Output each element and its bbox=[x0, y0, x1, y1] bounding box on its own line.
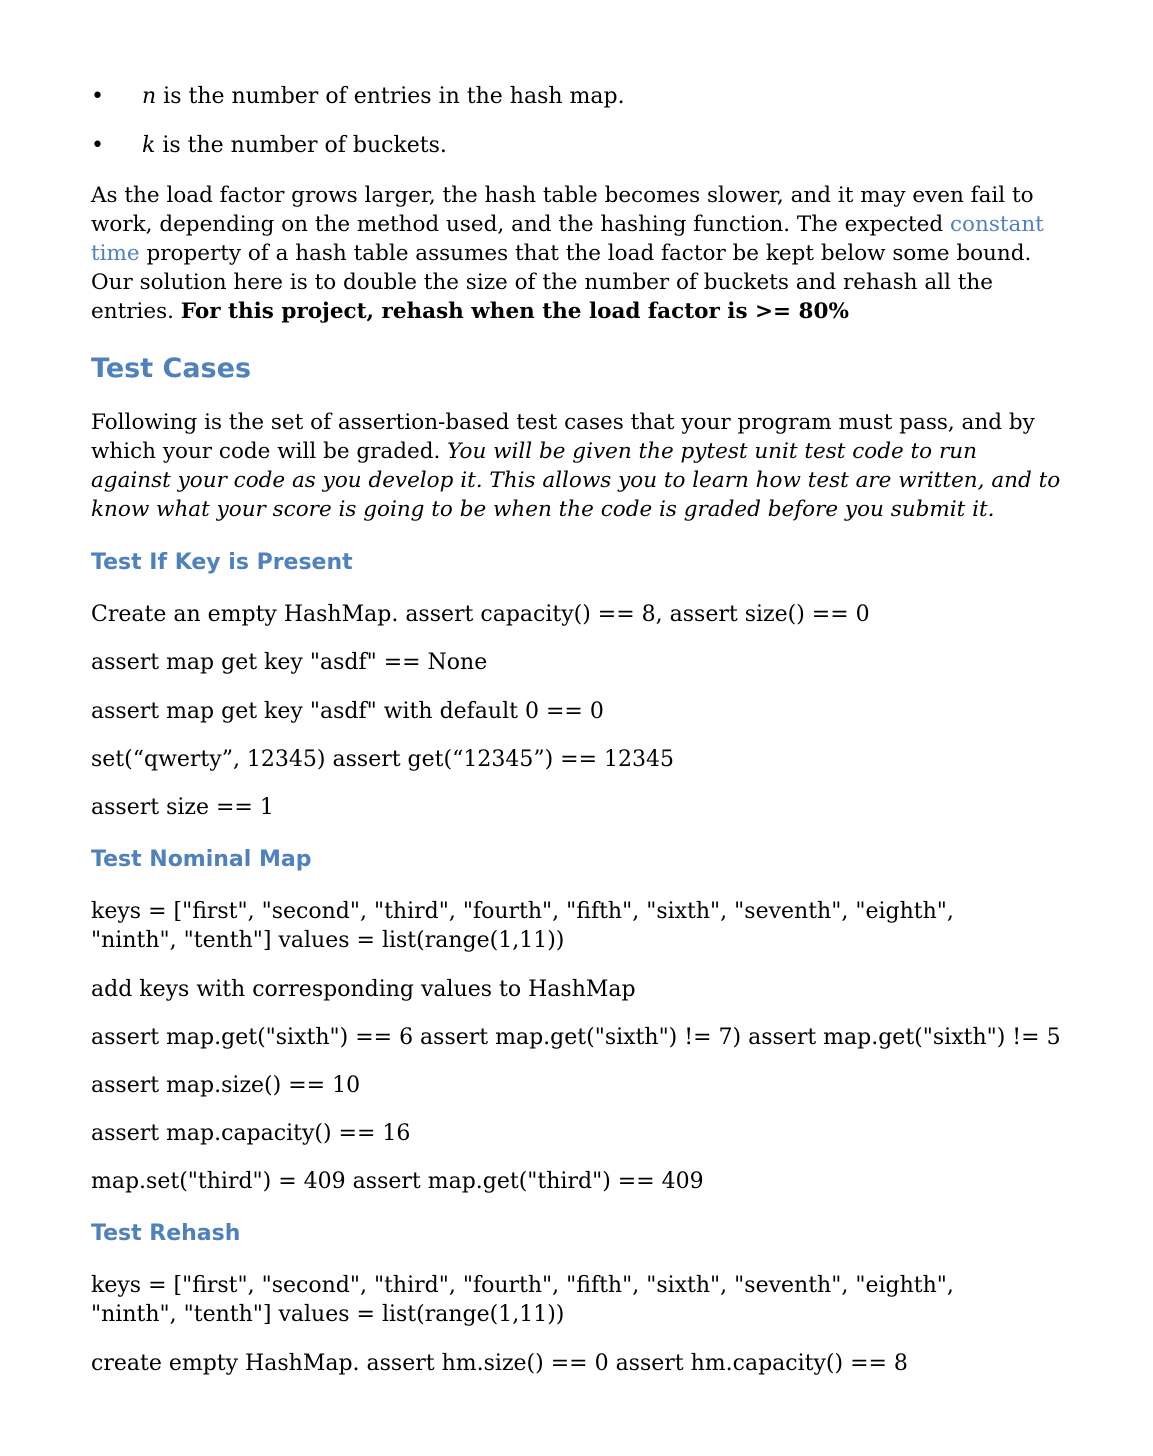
test-line: assert map get key "asdf" with default 0 == 0 bbox=[91, 699, 604, 724]
bullet-variable: n bbox=[142, 84, 157, 109]
test-line: keys = ["first", "second", "third", "fourth", "fifth", "sixth", "seventh", "eighth", "ninth", "tenth"] values = list(range(1,11)) bbox=[91, 899, 954, 953]
bullet-dot: • bbox=[91, 133, 104, 158]
test-line: create empty HashMap. assert hm.size() == 0 assert hm.capacity() == 8 bbox=[91, 1351, 908, 1376]
test-line: set(“qwerty”, 12345) assert get(“12345”) == 12345 bbox=[91, 747, 674, 772]
bullet-dot: • bbox=[91, 84, 104, 109]
test-cases-intro bbox=[91, 408, 1061, 524]
intro-italic-text: You will be given the pytest unit test code to run against your code as you develop it. This allows you to learn how test are written, and to know what your score is going to be when the code is graded before you submit it. bbox=[91, 439, 1061, 522]
test-line: Create an empty HashMap. assert capacity() == 8, assert size() == 0 bbox=[91, 602, 870, 627]
bullet-text bbox=[142, 131, 447, 160]
paragraph-text: As the load factor grows larger, the hash table becomes slower, and it may even fail to work, depending on the method used, and the hashing function. The expected bbox=[91, 183, 1034, 237]
bullet-description: is the number of buckets. bbox=[155, 133, 447, 158]
intro-text: Following is the set of assertion-based test cases that your program must pass, and by which your code will be graded. bbox=[91, 410, 1035, 464]
rehash-rule: For this project, rehash when the load factor is >= 80% bbox=[180, 299, 849, 324]
test-line: assert map.capacity() == 16 bbox=[91, 1121, 411, 1146]
paragraph-text-continued: property of a hash table assumes that the load factor be kept below some bound. Our solution here is to double the size of the number of buckets and rehash all the entries. bbox=[91, 241, 1032, 324]
test-line: add keys with corresponding values to HashMap bbox=[91, 977, 636, 1002]
test-cases-heading: Test Cases bbox=[91, 353, 252, 384]
test-line: assert size == 1 bbox=[91, 795, 274, 820]
bullet-variable: k bbox=[142, 133, 156, 158]
bullet-description: is the number of entries in the hash map. bbox=[156, 84, 625, 109]
constant-time-link[interactable]: constant time bbox=[91, 212, 1044, 266]
test-line: assert map.size() == 10 bbox=[91, 1073, 361, 1098]
load-factor-paragraph bbox=[91, 181, 1061, 326]
test-line: assert map.get("sixth") == 6 assert map.get("sixth") != 7) assert map.get("sixth") != 5 bbox=[91, 1025, 1061, 1050]
section-heading-nominal-map: Test Nominal Map bbox=[91, 847, 312, 872]
test-line: assert map get key "asdf" == None bbox=[91, 650, 488, 675]
section-heading-rehash: Test Rehash bbox=[91, 1221, 241, 1246]
section-heading-key-present: Test If Key is Present bbox=[91, 550, 353, 575]
test-line: map.set("third") = 409 assert map.get("third") == 409 bbox=[91, 1169, 704, 1194]
test-line: keys = ["first", "second", "third", "fourth", "fifth", "sixth", "seventh", "eighth", "ninth", "tenth"] values = list(range(1,11)) bbox=[91, 1273, 954, 1327]
bullet-text bbox=[142, 82, 625, 111]
